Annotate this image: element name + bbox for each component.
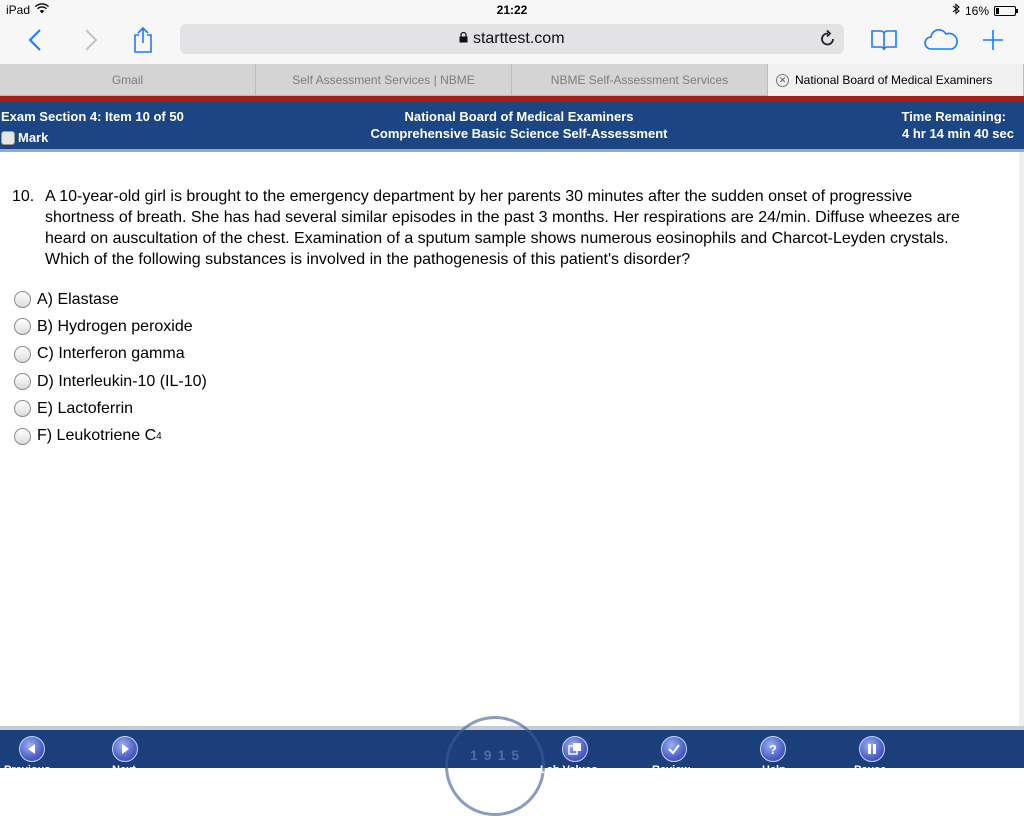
help-label: Help: [762, 764, 786, 776]
share-icon[interactable]: [130, 24, 156, 56]
answer-option-f[interactable]: [14, 422, 207, 449]
bluetooth-icon: [952, 3, 960, 18]
forward-icon[interactable]: [78, 24, 104, 56]
question-text: [12, 186, 984, 270]
answer-label: D) Interleukin-10 (IL-10): [37, 372, 207, 390]
tab-label: National Board of Medical Examiners: [795, 73, 993, 87]
tab-national-board-of-medical-examiners[interactable]: [768, 64, 1024, 96]
exam-title: Comprehensive Basic Science Self-Assessment: [370, 126, 668, 141]
answer-options: [14, 286, 207, 450]
browser-tabs: [0, 64, 1024, 96]
radio-button[interactable]: [14, 318, 31, 335]
clock: 21:22: [496, 3, 528, 17]
lab-values-label: Lab Values: [540, 764, 598, 776]
radio-button[interactable]: [14, 373, 31, 390]
answer-option-d[interactable]: [14, 368, 207, 395]
review-label: Review: [652, 764, 690, 776]
answer-option-a[interactable]: [14, 286, 207, 313]
cloud-tabs-icon[interactable]: [922, 24, 960, 56]
answer-subscript: 4: [156, 430, 162, 442]
lab-values-icon: [568, 742, 582, 756]
battery-icon: [994, 6, 1016, 16]
question-number: 10.: [12, 188, 35, 205]
pause-icon: [867, 743, 877, 755]
browser-toolbar: [0, 20, 1024, 64]
url-text: starttest.com: [472, 30, 565, 47]
review-button[interactable]: [661, 736, 687, 762]
tab-nbme-self-assessment-services[interactable]: [512, 64, 768, 96]
answer-label: A) Elastase: [37, 290, 119, 308]
organization-name: National Board of Medical Examiners: [404, 109, 634, 124]
seal-year: 1915: [470, 747, 526, 763]
pause-label: Pause: [854, 764, 887, 776]
question-mark-icon: ?: [769, 741, 777, 757]
device-label: iPad: [6, 3, 31, 17]
answer-option-c[interactable]: [14, 341, 207, 368]
answer-option-b[interactable]: [14, 313, 207, 340]
nbme-seal: [445, 716, 545, 816]
next-button[interactable]: [112, 736, 138, 762]
new-tab-icon[interactable]: [980, 24, 1006, 56]
previous-icon: [26, 743, 38, 755]
reload-icon[interactable]: [820, 29, 836, 52]
answer-label: F) Leukotriene C: [37, 427, 157, 445]
mark-label: Mark: [18, 130, 49, 145]
answer-label: C) Interferon gamma: [37, 345, 185, 363]
battery-percent: 16%: [964, 3, 989, 18]
bookmarks-icon[interactable]: [868, 24, 900, 56]
tab-label: Self Assessment Services | NBME: [292, 73, 475, 87]
close-tab-icon[interactable]: ✕: [776, 74, 789, 87]
answer-label: B) Hydrogen peroxide: [37, 317, 193, 335]
checkmark-icon: [667, 743, 681, 755]
exam-footer: [0, 730, 1024, 776]
answer-label: E) Lactoferrin: [37, 399, 134, 417]
item-counter: Exam Section 4: Item 10 of 50: [1, 109, 184, 124]
previous-label: Previous: [4, 764, 51, 776]
address-bar[interactable]: [180, 24, 844, 54]
tab-label: NBME Self-Assessment Services: [550, 73, 729, 87]
lab-values-button[interactable]: [562, 736, 588, 762]
time-remaining-label: Time Remaining:: [901, 109, 1006, 124]
radio-button[interactable]: [14, 346, 31, 363]
status-bar: [0, 0, 1024, 20]
back-icon[interactable]: [22, 24, 48, 56]
help-button[interactable]: [760, 736, 786, 762]
tab-gmail[interactable]: [0, 64, 256, 96]
radio-button[interactable]: [14, 428, 31, 445]
time-remaining-value: 4 hr 14 min 40 sec: [901, 126, 1014, 141]
question-stem: A 10-year-old girl is brought to the emergency department by her parents 30 minutes after the sudden onset of progressive shortness of breath. She has had several similar episodes in the past 3 months. Her respirations are 24/min. Diffuse wheezes are heard on auscultation of the chest. Examination of a sputum sample shows numerous eosinophils and Charcot-Leyden crystals. Which of the following substances is involved in the pathogenesis of this patient's disorder?: [45, 188, 960, 268]
exam-header: [0, 102, 1024, 152]
previous-button[interactable]: [19, 736, 45, 762]
lock-icon: [459, 30, 472, 47]
tab-label: Gmail: [111, 73, 144, 87]
radio-button[interactable]: [14, 291, 31, 308]
scrollbar[interactable]: [1019, 152, 1024, 728]
radio-button[interactable]: [14, 400, 31, 417]
tab-self-assessment-services-nbme[interactable]: [256, 64, 512, 96]
answer-option-e[interactable]: [14, 395, 207, 422]
pause-button[interactable]: [859, 736, 885, 762]
next-icon: [119, 743, 131, 755]
next-label: Next: [112, 764, 136, 776]
